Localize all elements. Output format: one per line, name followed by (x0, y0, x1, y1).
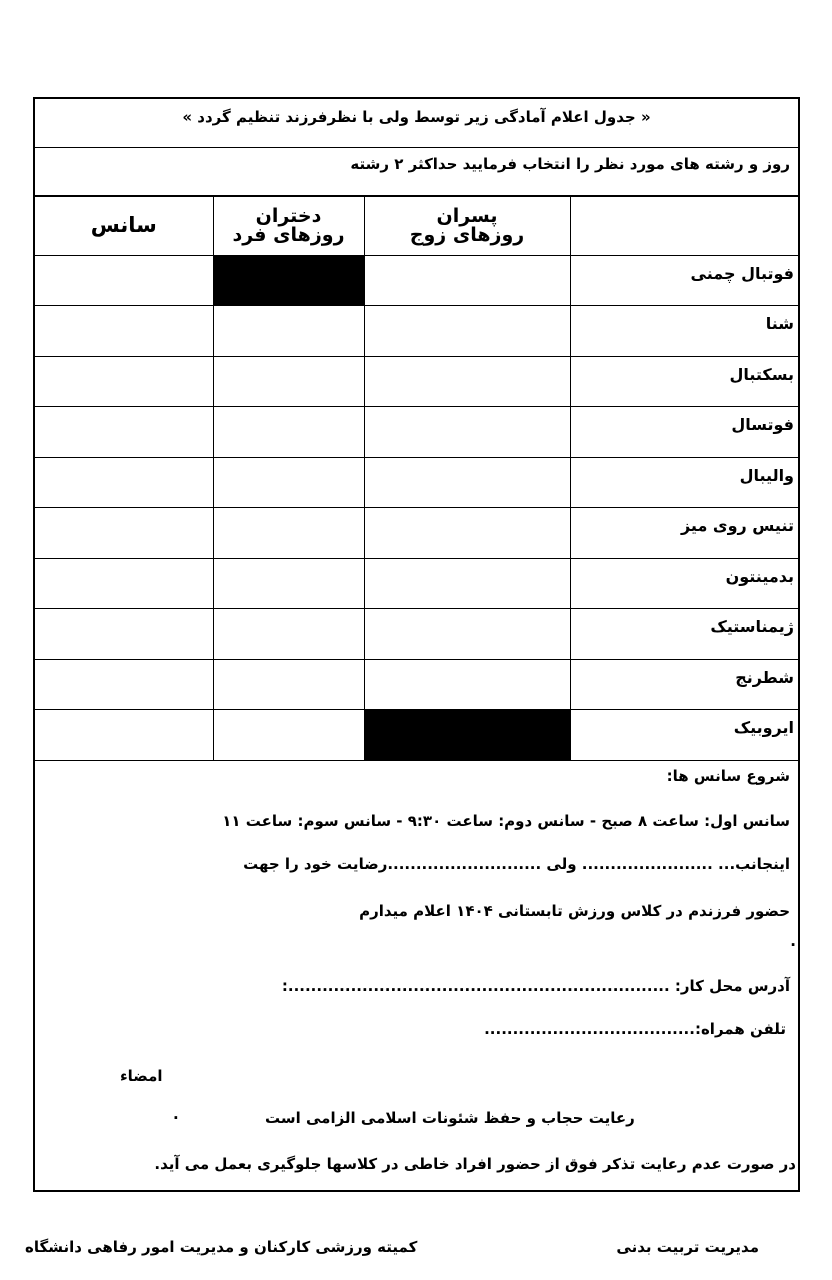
sport-name: ایروبیک (570, 710, 798, 761)
form-instruction: روز و رشته های مورد نظر را انتخاب فرمایید حداکثر ۲ رشته (35, 147, 798, 197)
sessions-times: سانس اول: ساعت ۸ صبح - سانس دوم: ساعت ۹:۳۰ - سانس سوم: ساعت ۱۱ (222, 812, 790, 830)
work-address-field[interactable]: آدرس محل کار: ...................................................................: (281, 977, 790, 995)
signature-label: امضاء (120, 1067, 163, 1085)
sport-name: تنیس روی میز (570, 508, 798, 559)
mobile-phone-field[interactable]: تلفن همراه:..................................... (484, 1020, 786, 1038)
consent-line-1: اینجانب... ....................... ولی ...........................رضایت خود را جهت (243, 855, 790, 873)
header-girls-days: روزهای فرد (232, 223, 345, 246)
header-boys-days: روزهای زوج (409, 223, 525, 246)
sans-cell[interactable] (35, 255, 213, 306)
boys-cell[interactable] (364, 609, 570, 660)
sans-cell[interactable] (35, 457, 213, 508)
pe-management-credit: مدیریت تربیت بدنی (616, 1238, 759, 1256)
boys-cell[interactable] (364, 407, 570, 458)
header-sport (570, 197, 798, 255)
sans-cell[interactable] (35, 558, 213, 609)
header-boys-title: پسران (436, 204, 498, 227)
hijab-note: رعایت حجاب و حفظ شئونات اسلامی الزامی است (265, 1109, 635, 1127)
sans-cell[interactable] (35, 659, 213, 710)
girls-cell[interactable] (213, 659, 364, 710)
header-girls (213, 197, 364, 255)
sport-row (35, 255, 798, 306)
girls-cell[interactable] (213, 407, 364, 458)
sans-cell[interactable] (35, 609, 213, 660)
stray-dot: . (790, 932, 796, 950)
consent-line-2: حضور فرزندم در کلاس ورزش تابستانی ۱۴۰۴ اعلام میدارم (359, 902, 790, 920)
boys-cell[interactable] (364, 659, 570, 710)
boys-cell[interactable] (364, 508, 570, 559)
sans-cell[interactable] (35, 508, 213, 559)
committee-credit: کمیته ورزشی کارکنان و مدیریت امور رفاهی دانشگاه (25, 1238, 418, 1256)
sport-name: شطرنج (570, 659, 798, 710)
header-girls-title: دختران (255, 204, 322, 227)
boys-cell-blocked (364, 710, 570, 761)
sans-cell[interactable] (35, 356, 213, 407)
boys-cell[interactable] (364, 558, 570, 609)
warning-note: در صورت عدم رعایت تذکر فوق از حضور افراد خاطی در کلاسها جلوگیری بعمل می آید. (154, 1155, 796, 1173)
girls-cell[interactable] (213, 306, 364, 357)
sport-name: فوتسال (570, 407, 798, 458)
sport-row (35, 457, 798, 508)
sans-cell[interactable] (35, 306, 213, 357)
girls-cell[interactable] (213, 710, 364, 761)
sport-name: شنا (570, 306, 798, 357)
girls-cell-blocked (213, 255, 364, 306)
sans-cell[interactable] (35, 710, 213, 761)
form-footer (35, 767, 798, 1190)
sport-row (35, 710, 798, 761)
header-sans: سانس (35, 197, 213, 255)
sport-row (35, 558, 798, 609)
girls-cell[interactable] (213, 356, 364, 407)
sport-row (35, 356, 798, 407)
boys-cell[interactable] (364, 255, 570, 306)
boys-cell[interactable] (364, 306, 570, 357)
sport-row (35, 609, 798, 660)
sport-name: بسکتبال (570, 356, 798, 407)
sport-name: ژیمناستیک (570, 609, 798, 660)
sport-row (35, 659, 798, 710)
sport-name: والیبال (570, 457, 798, 508)
sport-row (35, 508, 798, 559)
girls-cell[interactable] (213, 558, 364, 609)
header-boys (364, 197, 570, 255)
sport-name: بدمینتون (570, 558, 798, 609)
form-title: « جدول اعلام آمادگی زیر توسط ولی با نظرفرزند تنظیم گردد » (35, 99, 798, 148)
form-frame (33, 97, 800, 1192)
boys-cell[interactable] (364, 457, 570, 508)
sport-row (35, 407, 798, 458)
sessions-heading: شروع سانس ها: (666, 767, 790, 785)
girls-cell[interactable] (213, 457, 364, 508)
boys-cell[interactable] (364, 356, 570, 407)
sports-table (35, 197, 798, 761)
girls-cell[interactable] (213, 609, 364, 660)
girls-cell[interactable] (213, 508, 364, 559)
sport-name: فوتبال چمنی (570, 255, 798, 306)
table-header-row (35, 197, 798, 255)
sport-row (35, 306, 798, 357)
hijab-dot: . (173, 1105, 179, 1123)
sans-cell[interactable] (35, 407, 213, 458)
